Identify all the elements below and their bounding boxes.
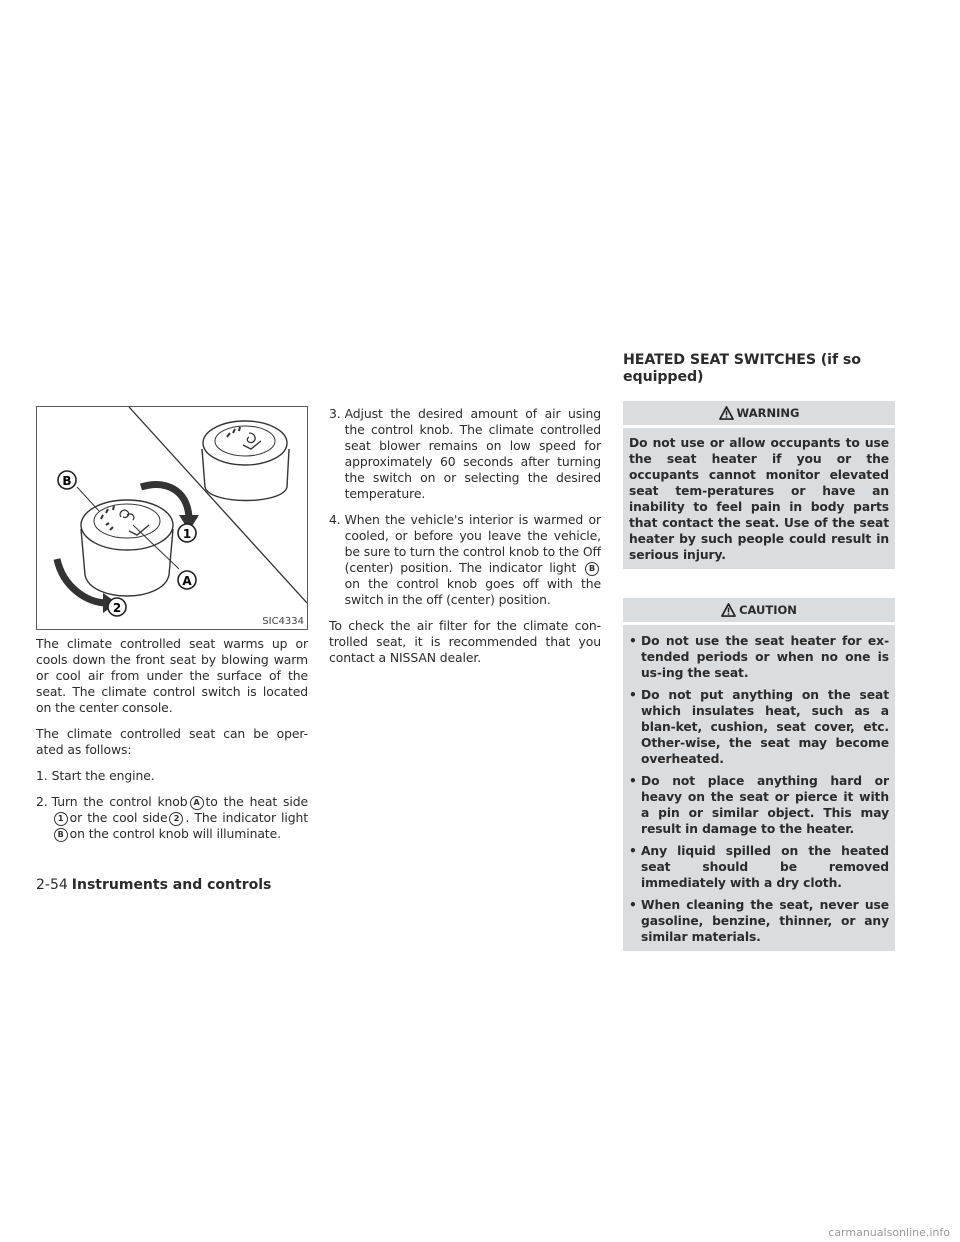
svg-text:1: 1 [182, 527, 192, 541]
column-right [623, 352, 895, 951]
column-middle [329, 406, 601, 676]
operate-paragraph: The climate controlled seat can be oper-ated as follows: [36, 726, 308, 757]
svg-text:A: A [182, 574, 192, 588]
caution-header [623, 598, 895, 622]
caution-item: • Do not put anything on the seat which insulates heat, such as a blan-ket, cushion, seat cover, etc. Other-wise, the seat may become overheated. [629, 688, 889, 766]
climate-seat-knob-illustration [36, 406, 308, 630]
caution-item: • Do not place anything hard or heavy on the seat or pierce it with a pin or similar object. This may result in damage to the heater. [629, 774, 889, 836]
callout-b [58, 471, 76, 489]
figure-code: SIC4334 [262, 616, 304, 627]
page-footer [36, 877, 271, 893]
watermark: carmanualsonline.info [828, 1226, 950, 1239]
caution-item: • When cleaning the seat, never use gasoline, benzine, thinner, or any similar materials. [629, 898, 889, 944]
svg-text:2: 2 [112, 601, 122, 615]
section-title: HEATED SEAT SWITCHES (if so equipped) [623, 352, 861, 385]
step-2: 2. Turn the control knob A to the heat side 1 or the cool side 2 . The indicator light B on the control knob will illuminate. [36, 794, 309, 841]
callout-1 [178, 524, 196, 542]
front-knob-icon [57, 485, 199, 613]
svg-text:B: B [62, 474, 72, 488]
filter-paragraph: To check the air filter for the climate con-trolled seat, it is recommended that you contact a NISSAN dealer. [329, 618, 601, 665]
marker-b-icon: B [54, 828, 68, 842]
step-1: 1. Start the engine. [36, 768, 155, 783]
caution-body [623, 625, 895, 951]
column-left [36, 636, 308, 852]
step-3: 3. Adjust the desired amount of air using the control knob. The climate controlled seat blower remains on low speed for approximately 60 seconds after turning the switch on or selecting the desired temperature. [329, 406, 601, 501]
marker-b-icon: B [585, 562, 599, 576]
chapter-title: Instruments and controls [71, 877, 272, 893]
warning-label: WARNING [736, 406, 800, 420]
caution-label: CAUTION [739, 603, 797, 617]
callout-2 [108, 598, 126, 616]
warning-triangle-icon [719, 406, 734, 420]
rear-knob-icon [202, 421, 289, 501]
page-number: 2-54 [36, 877, 68, 893]
step-4: 4. When the vehicle's interior is warmed or cooled, or before you leave the vehicle, be sure to turn the control knob to the Off (center) position. The indicator light Bon the control knob goes off with the switch in the off (center) position. [329, 512, 601, 607]
marker-1-icon: 1 [54, 812, 68, 826]
warning-header [623, 401, 895, 425]
caution-triangle-icon [721, 603, 736, 617]
knob-drawing [37, 407, 307, 629]
caution-item: • Any liquid spilled on the heated seat should be removed immediately with a dry cloth. [629, 844, 889, 890]
marker-a-icon: A [190, 796, 204, 810]
marker-2-icon: 2 [169, 812, 183, 826]
callout-a [178, 571, 196, 589]
warning-body: Do not use or allow occupants to use the seat heater if you or the occupants cannot monitor elevated seat tem-peratures or have an inability to feel pain in body parts that contact the seat. Use of the seat heater by such people could result in serious injury. [623, 428, 895, 569]
caution-item: • Do not use the seat heater for ex-tended periods or when no one is us-ing the seat. [629, 634, 889, 680]
intro-paragraph: The climate controlled seat warms up or cools down the front seat by blowing warm or cool air from under the surface of the seat. The climate control switch is located on the center console. [36, 636, 308, 715]
